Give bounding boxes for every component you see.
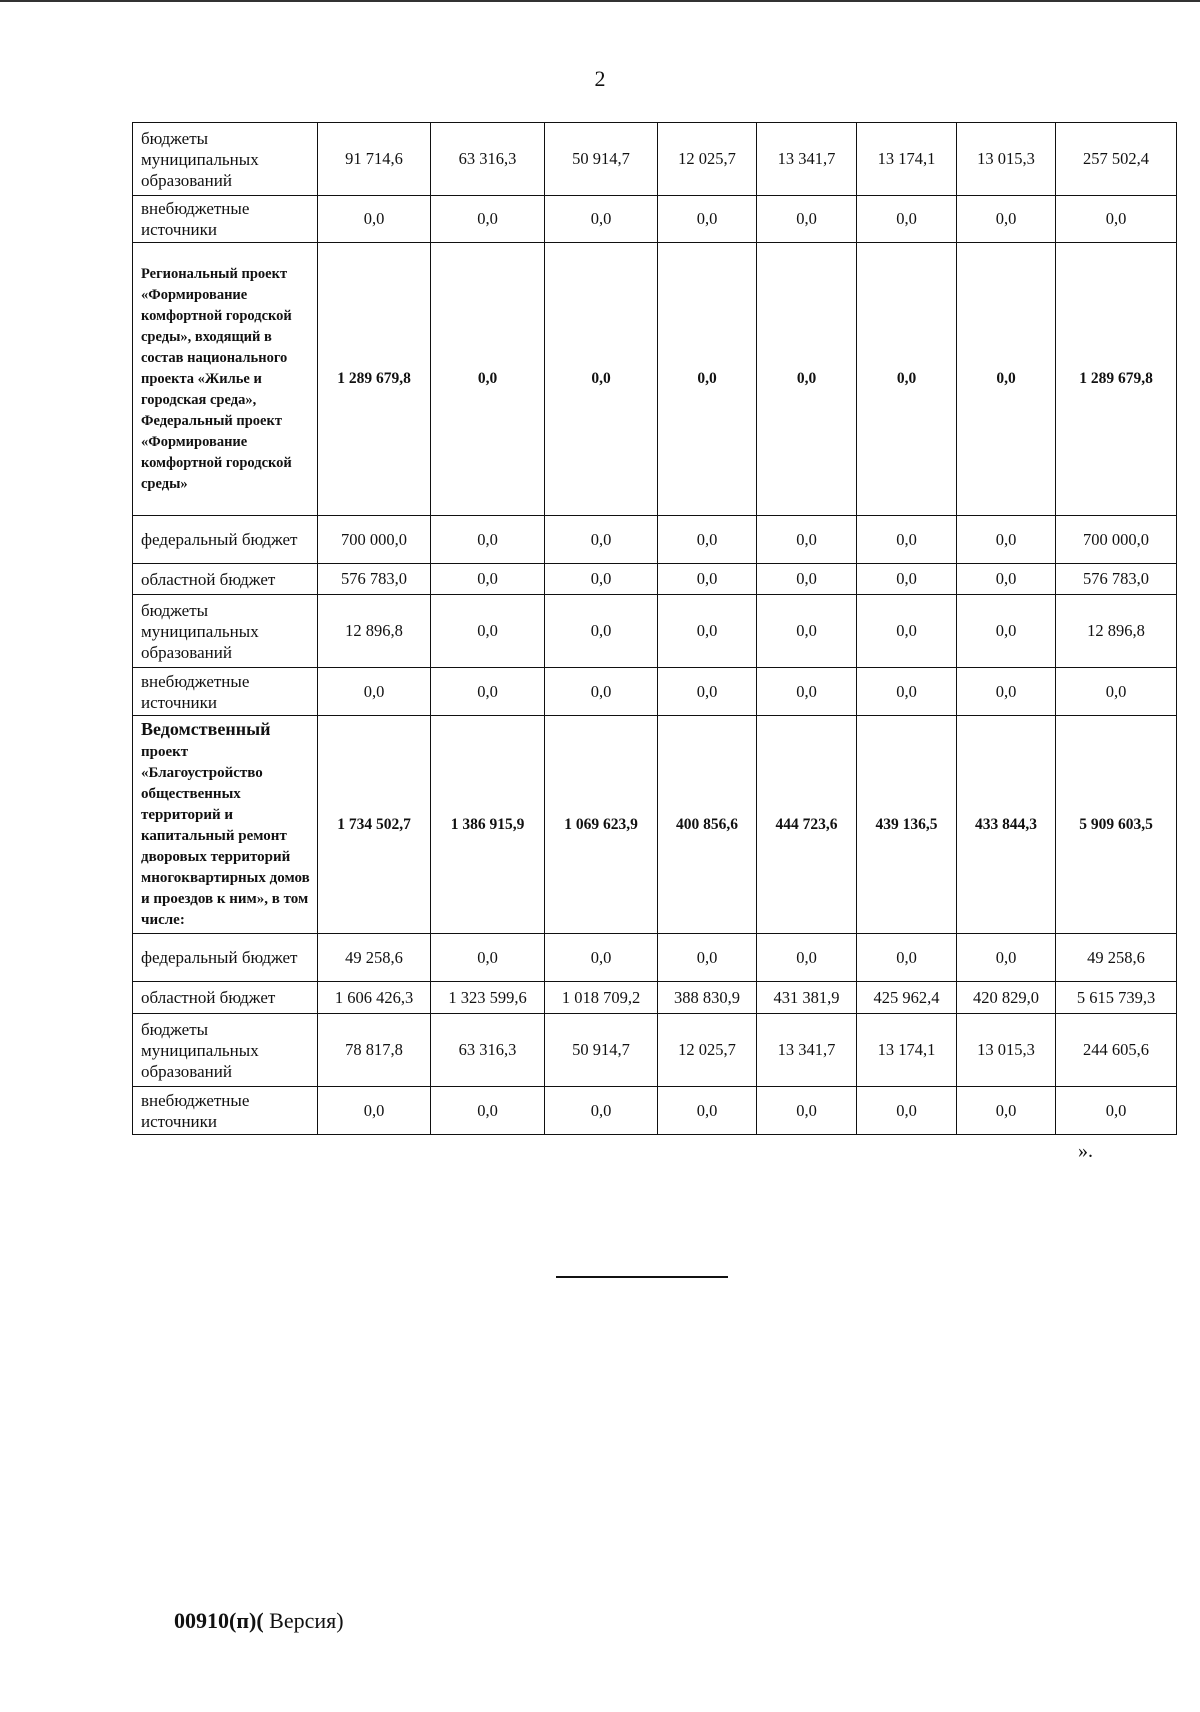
cell-value: 1 289 679,8 bbox=[318, 243, 431, 516]
cell-value: 439 136,5 bbox=[857, 716, 957, 934]
cell-value: 0,0 bbox=[857, 196, 957, 243]
cell-value: 13 174,1 bbox=[857, 1014, 957, 1087]
cell-value: 1 018 709,2 bbox=[545, 982, 658, 1014]
cell-value: 0,0 bbox=[545, 934, 658, 982]
cell-value: 0,0 bbox=[757, 196, 857, 243]
cell-value: 0,0 bbox=[857, 516, 957, 564]
cell-value: 0,0 bbox=[545, 564, 658, 595]
table-row bbox=[133, 516, 1177, 564]
cell-value: 0,0 bbox=[1056, 668, 1177, 716]
cell-value: 0,0 bbox=[318, 1087, 431, 1135]
cell-value: 0,0 bbox=[1056, 196, 1177, 243]
footer-version: Версия) bbox=[263, 1608, 344, 1633]
cell-value: 0,0 bbox=[757, 243, 857, 516]
top-rule bbox=[0, 0, 1200, 2]
cell-value: 12 025,7 bbox=[658, 123, 757, 196]
cell-value: 5 615 739,3 bbox=[1056, 982, 1177, 1014]
cell-value: 0,0 bbox=[545, 516, 658, 564]
cell-value: 388 830,9 bbox=[658, 982, 757, 1014]
cell-value: 0,0 bbox=[658, 564, 757, 595]
cell-value: 444 723,6 bbox=[757, 716, 857, 934]
cell-value: 0,0 bbox=[857, 595, 957, 668]
cell-value: 63 316,3 bbox=[431, 1014, 545, 1087]
closing-quote: ». bbox=[1078, 1140, 1093, 1162]
row-label-rest: проект «Благоустройство общественных территорий и капитальный ремонт дворовых территорий многоквартирных домов и проездов к ним», в том числе: bbox=[141, 743, 310, 928]
table-row bbox=[133, 934, 1177, 982]
cell-value: 0,0 bbox=[957, 196, 1056, 243]
table-row bbox=[133, 123, 1177, 196]
table-row bbox=[133, 1014, 1177, 1087]
cell-value: 0,0 bbox=[658, 668, 757, 716]
cell-value: 0,0 bbox=[431, 595, 545, 668]
cell-value: 0,0 bbox=[757, 516, 857, 564]
budget-table bbox=[132, 122, 1177, 1135]
cell-value: 1 289 679,8 bbox=[1056, 243, 1177, 516]
cell-value: 0,0 bbox=[857, 1087, 957, 1135]
page-number: 2 bbox=[594, 66, 606, 91]
row-label: Региональный проект «Формирование комфортной городской среды», входящий в состав национального проекта «Жилье и городская среда», Федеральный проект «Формирование комфортной городской среды» bbox=[133, 243, 318, 516]
cell-value: 0,0 bbox=[545, 668, 658, 716]
row-label bbox=[133, 716, 318, 934]
cell-value: 0,0 bbox=[658, 595, 757, 668]
cell-value: 78 817,8 bbox=[318, 1014, 431, 1087]
table-row-project bbox=[133, 243, 1177, 516]
cell-value: 244 605,6 bbox=[1056, 1014, 1177, 1087]
cell-value: 576 783,0 bbox=[1056, 564, 1177, 595]
short-divider bbox=[556, 1276, 728, 1278]
cell-value: 433 844,3 bbox=[957, 716, 1056, 934]
cell-value: 13 174,1 bbox=[857, 123, 957, 196]
row-label: бюджеты муниципальных образований bbox=[133, 1014, 318, 1087]
cell-value: 420 829,0 bbox=[957, 982, 1056, 1014]
row-label: федеральный бюджет bbox=[133, 516, 318, 564]
cell-value: 0,0 bbox=[545, 243, 658, 516]
cell-value: 0,0 bbox=[957, 1087, 1056, 1135]
cell-value: 0,0 bbox=[757, 1087, 857, 1135]
cell-value: 0,0 bbox=[545, 196, 658, 243]
cell-value: 0,0 bbox=[857, 668, 957, 716]
cell-value: 0,0 bbox=[431, 934, 545, 982]
cell-value: 1 734 502,7 bbox=[318, 716, 431, 934]
cell-value: 12 896,8 bbox=[1056, 595, 1177, 668]
cell-value: 0,0 bbox=[757, 564, 857, 595]
cell-value: 0,0 bbox=[957, 564, 1056, 595]
cell-value: 0,0 bbox=[857, 934, 957, 982]
cell-value: 50 914,7 bbox=[545, 1014, 658, 1087]
cell-value: 0,0 bbox=[658, 1087, 757, 1135]
cell-value: 13 015,3 bbox=[957, 1014, 1056, 1087]
row-label: областной бюджет bbox=[133, 564, 318, 595]
cell-value: 0,0 bbox=[431, 564, 545, 595]
cell-value: 12 025,7 bbox=[658, 1014, 757, 1087]
cell-value: 12 896,8 bbox=[318, 595, 431, 668]
cell-value: 0,0 bbox=[545, 1087, 658, 1135]
table-row bbox=[133, 564, 1177, 595]
footer-code-number: 00910(п)( bbox=[174, 1608, 264, 1633]
cell-value: 0,0 bbox=[857, 243, 957, 516]
cell-value: 1 069 623,9 bbox=[545, 716, 658, 934]
cell-value: 425 962,4 bbox=[857, 982, 957, 1014]
footer-code bbox=[174, 1608, 344, 1634]
cell-value: 0,0 bbox=[658, 196, 757, 243]
table-row-project bbox=[133, 716, 1177, 934]
cell-value: 0,0 bbox=[545, 595, 658, 668]
row-label: бюджеты муниципальных образований bbox=[133, 595, 318, 668]
cell-value: 0,0 bbox=[431, 243, 545, 516]
cell-value: 576 783,0 bbox=[318, 564, 431, 595]
row-label: внебюджетные источники bbox=[133, 668, 318, 716]
row-label: бюджеты муниципальных образований bbox=[133, 123, 318, 196]
cell-value: 0,0 bbox=[957, 595, 1056, 668]
row-label-first: Ведомственный bbox=[141, 718, 271, 739]
cell-value: 49 258,6 bbox=[318, 934, 431, 982]
cell-value: 0,0 bbox=[757, 668, 857, 716]
cell-value: 50 914,7 bbox=[545, 123, 658, 196]
table-row bbox=[133, 982, 1177, 1014]
cell-value: 0,0 bbox=[431, 668, 545, 716]
cell-value: 400 856,6 bbox=[658, 716, 757, 934]
cell-value: 49 258,6 bbox=[1056, 934, 1177, 982]
cell-value: 1 606 426,3 bbox=[318, 982, 431, 1014]
row-label: областной бюджет bbox=[133, 982, 318, 1014]
cell-value: 0,0 bbox=[757, 934, 857, 982]
table-row bbox=[133, 196, 1177, 243]
cell-value: 0,0 bbox=[658, 934, 757, 982]
table-row bbox=[133, 668, 1177, 716]
cell-value: 13 015,3 bbox=[957, 123, 1056, 196]
cell-value: 0,0 bbox=[318, 196, 431, 243]
row-label: федеральный бюджет bbox=[133, 934, 318, 982]
cell-value: 0,0 bbox=[318, 668, 431, 716]
cell-value: 0,0 bbox=[957, 934, 1056, 982]
cell-value: 63 316,3 bbox=[431, 123, 545, 196]
cell-value: 5 909 603,5 bbox=[1056, 716, 1177, 934]
cell-value: 0,0 bbox=[1056, 1087, 1177, 1135]
cell-value: 0,0 bbox=[957, 668, 1056, 716]
table-row bbox=[133, 1087, 1177, 1135]
table-row bbox=[133, 595, 1177, 668]
cell-value: 1 386 915,9 bbox=[431, 716, 545, 934]
cell-value: 0,0 bbox=[431, 1087, 545, 1135]
cell-value: 700 000,0 bbox=[318, 516, 431, 564]
cell-value: 0,0 bbox=[658, 243, 757, 516]
cell-value: 0,0 bbox=[857, 564, 957, 595]
cell-value: 0,0 bbox=[757, 595, 857, 668]
cell-value: 91 714,6 bbox=[318, 123, 431, 196]
cell-value: 0,0 bbox=[957, 516, 1056, 564]
cell-value: 0,0 bbox=[431, 516, 545, 564]
cell-value: 0,0 bbox=[957, 243, 1056, 516]
cell-value: 700 000,0 bbox=[1056, 516, 1177, 564]
cell-value: 13 341,7 bbox=[757, 1014, 857, 1087]
row-label: внебюджетные источники bbox=[133, 1087, 318, 1135]
cell-value: 257 502,4 bbox=[1056, 123, 1177, 196]
cell-value: 0,0 bbox=[431, 196, 545, 243]
cell-value: 431 381,9 bbox=[757, 982, 857, 1014]
row-label: внебюджетные источники bbox=[133, 196, 318, 243]
cell-value: 1 323 599,6 bbox=[431, 982, 545, 1014]
cell-value: 0,0 bbox=[658, 516, 757, 564]
cell-value: 13 341,7 bbox=[757, 123, 857, 196]
